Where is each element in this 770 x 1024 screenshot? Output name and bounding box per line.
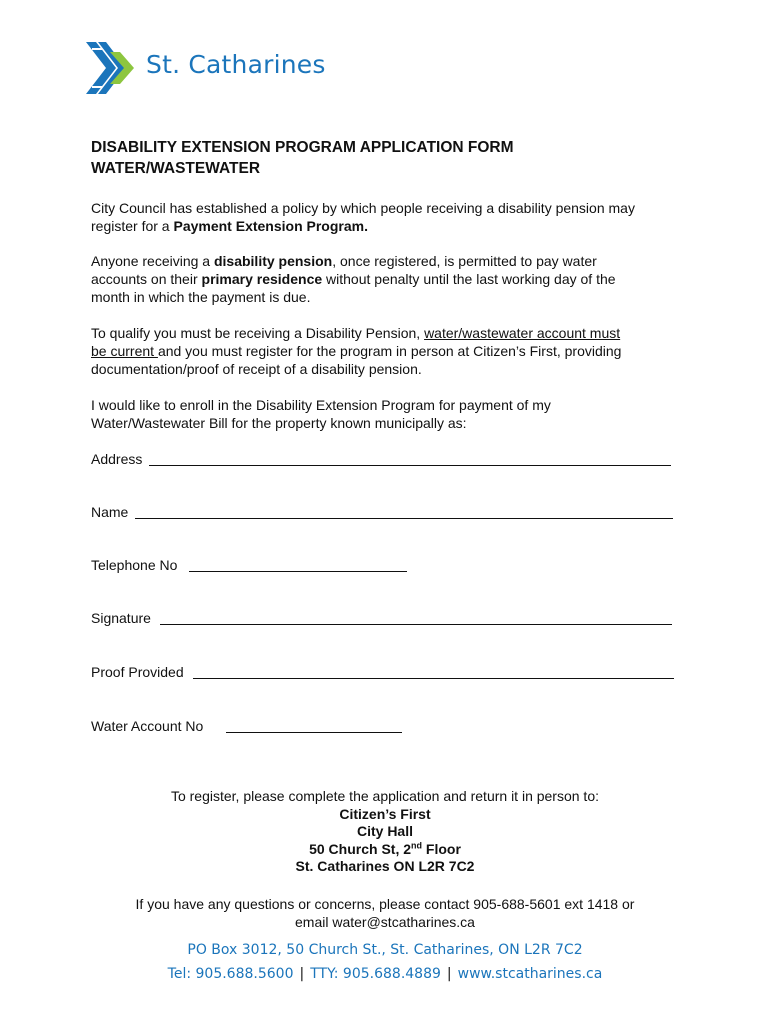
telephone-field[interactable] xyxy=(91,556,411,576)
program-name: Payment Extension Program. xyxy=(173,218,368,234)
qualify-line-1 xyxy=(91,324,691,342)
water-account-line[interactable] xyxy=(226,732,402,733)
address-field[interactable] xyxy=(91,450,673,470)
signature-label: Signature xyxy=(91,610,151,626)
intro-paragraph xyxy=(91,199,691,235)
qualify-line-2 xyxy=(91,342,691,360)
st-catharines-logo-icon xyxy=(86,38,142,98)
footer-separator: | xyxy=(299,966,305,982)
qualify-line-3: documentation/proof of receipt of a disability pension. xyxy=(91,361,422,377)
title-line-2: WATER/WASTEWATER xyxy=(91,160,261,177)
street-text: Floor xyxy=(422,840,461,857)
disability-pension-emphasis: disability pension xyxy=(213,253,333,269)
eligibility-text: Anyone receiving a xyxy=(91,253,214,269)
water-account-label: Water Account No xyxy=(91,718,204,734)
title-line-1: DISABILITY EXTENSION PROGRAM APPLICATION FORM xyxy=(91,139,514,156)
qualify-text: and you must register for the program in person at Citizen’s First, providing xyxy=(157,343,622,359)
contact-line-2: email water@stcatharines.ca xyxy=(295,913,475,930)
footer-address: PO Box 3012, 50 Church St., St. Catharines, ON L2R 7C2 xyxy=(187,942,583,958)
contact-line-1: If you have any questions or concerns, please contact 905-688-5601 ext 1418 or xyxy=(135,896,635,912)
address-line[interactable] xyxy=(149,465,671,466)
eligibility-text: , once registered, is permitted to pay water xyxy=(332,253,597,269)
street-text: 50 Church St, 2 xyxy=(309,840,412,857)
city-logo xyxy=(86,38,346,100)
footer-contact xyxy=(0,966,770,982)
enroll-line-2: Water/Wastewater Bill for the property known municipally as: xyxy=(91,415,467,431)
water-account-field[interactable] xyxy=(91,717,411,737)
office-name: Citizen’s First xyxy=(339,805,431,822)
eligibility-line-1 xyxy=(91,252,691,270)
account-current-requirement: be current xyxy=(91,343,158,359)
name-label: Name xyxy=(91,504,129,520)
qualify-text: To qualify you must be receiving a Disability Pension, xyxy=(91,325,425,341)
city-postal: St. Catharines ON L2R 7C2 xyxy=(295,858,475,874)
form-title xyxy=(91,137,691,179)
eligibility-paragraph xyxy=(91,252,691,306)
telephone-line[interactable] xyxy=(189,571,407,572)
footer-tty: TTY: 905.688.4889 xyxy=(310,966,441,982)
eligibility-text: accounts on their xyxy=(91,271,202,287)
street-address xyxy=(0,841,770,859)
signature-line[interactable] xyxy=(160,624,672,625)
telephone-label: Telephone No xyxy=(91,557,178,573)
account-current-requirement: water/wastewater account must xyxy=(424,325,621,341)
signature-field[interactable] xyxy=(91,609,673,629)
contact-info xyxy=(0,896,770,931)
intro-line-1: City Council has established a policy by which people receiving a disability pension may xyxy=(91,200,635,216)
proof-provided-label: Proof Provided xyxy=(91,664,184,680)
intro-line-2 xyxy=(91,217,691,235)
intro-text: register for a xyxy=(91,218,174,234)
eligibility-line-3: month in which the payment is due. xyxy=(91,289,311,305)
logo-wordmark: St. Catharines xyxy=(146,50,326,79)
footer-tel: Tel: 905.688.5600 xyxy=(167,966,294,982)
address-label: Address xyxy=(91,451,143,467)
eligibility-line-2 xyxy=(91,270,691,288)
footer-website[interactable]: www.stcatharines.ca xyxy=(457,966,603,982)
qualify-paragraph xyxy=(91,324,691,378)
name-field[interactable] xyxy=(91,503,673,523)
proof-provided-field[interactable] xyxy=(91,663,675,683)
floor-ordinal: nd xyxy=(411,839,423,850)
footer-separator: | xyxy=(446,966,452,982)
enroll-paragraph xyxy=(91,396,691,432)
name-line[interactable] xyxy=(135,518,673,519)
primary-residence-emphasis: primary residence xyxy=(201,271,323,287)
enroll-line-1: I would like to enroll in the Disability Extension Program for payment of my xyxy=(91,397,551,413)
register-intro: To register, please complete the application and return it in person to: xyxy=(170,788,600,804)
register-instructions xyxy=(0,788,770,876)
proof-provided-line[interactable] xyxy=(193,678,674,679)
building-name: City Hall xyxy=(356,823,413,839)
eligibility-text: without penalty until the last working day of the xyxy=(322,271,616,287)
